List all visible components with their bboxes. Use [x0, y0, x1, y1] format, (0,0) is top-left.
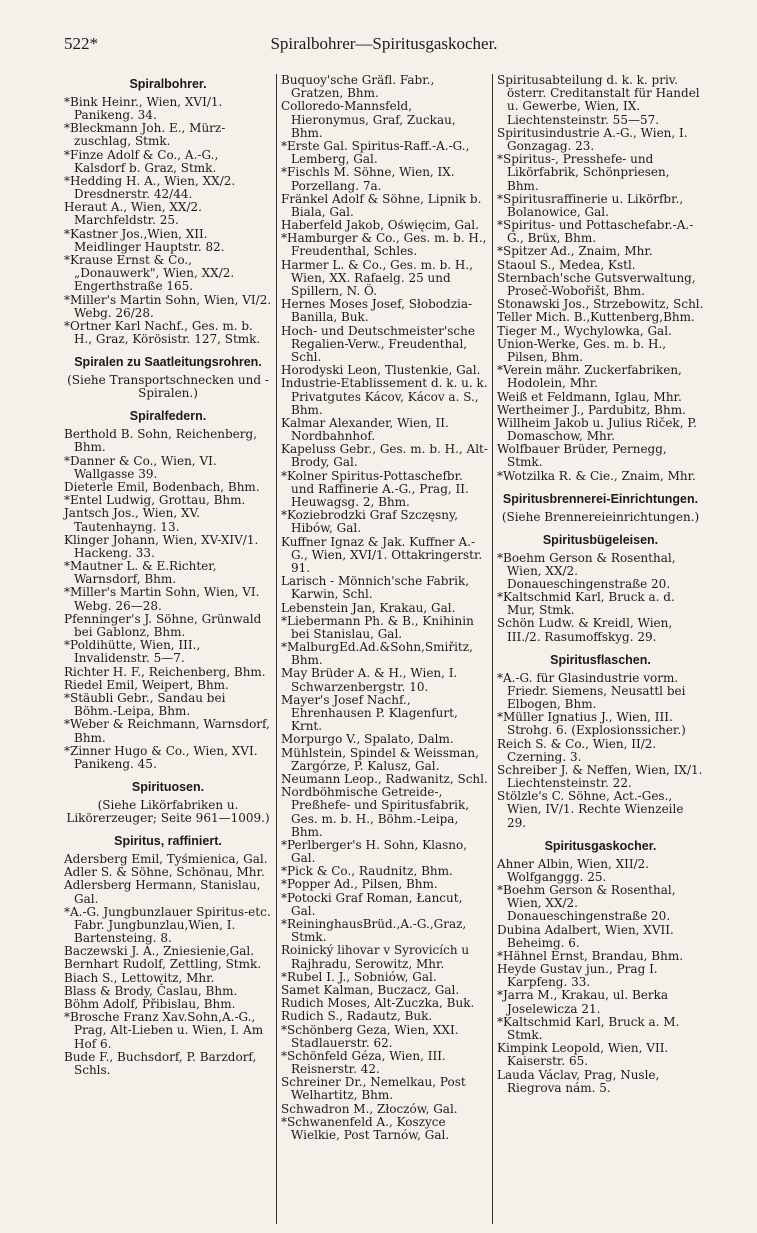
directory-entry: Roinický lihovar v Syrovicích u Rajhradu, Serowitz, Mhr. — [281, 943, 470, 971]
directory-entry: Jantsch Jos., Wien, XV. Tautenhayng. 13. — [64, 506, 200, 534]
directory-entry: *A.-G. Jungbunzlauer Spiritus-etc. Fabr. Jungbunzlau,Wien, I. Bartensteing. 8. — [64, 904, 271, 946]
directory-entry: *Entel Ludwig, Grottau, Bhm. — [64, 493, 246, 508]
directory-entry: *Poldihütte, Wien, III., Invalidenstr. 5—7. — [64, 638, 201, 666]
directory-entry: Willheim Jakob u. Julius Riček, P. Domaschow, Mhr. — [497, 415, 697, 444]
directory-entry: Fränkel Adolf & Söhne, Lipnik b. Biala, Gal. — [281, 191, 482, 219]
directory-entry: Adlersberg Hermann, Stanislau, Gal. — [64, 878, 261, 906]
directory-entry: *Zinner Hugo & Co., Wien, XVI. Panikeng. 45. — [64, 743, 258, 771]
directory-entry: Lebenstein Jan, Krakau, Gal. — [281, 600, 456, 615]
section-heading: Spiritusbügeleisen. — [542, 532, 659, 547]
directory-entry: Larisch - Mönnich'sche Fabrik, Karwin, Schl. — [281, 574, 470, 602]
directory-entry: Weiß et Feldmann, Iglau, Mhr. — [497, 389, 682, 404]
section-heading: Spiralen zu Saatleitungsrohren. — [74, 355, 262, 370]
directory-entry: Bernhart Rudolf, Zettling, Stmk. — [64, 957, 262, 972]
directory-entry: *Weber & Reichmann, Warnsdorf, Bhm. — [64, 717, 270, 745]
directory-entry: *Schönberg Geza, Wien, XXI. Stadlauerstr. 62. — [281, 1022, 459, 1050]
directory-entry: Schön Ludw. & Kreidl, Wien, III./2. Rasumoffskyg. 29. — [497, 616, 673, 644]
page-header — [64, 34, 704, 60]
directory-entry: *Danner & Co., Wien, VI. Wallgasse 39. — [64, 453, 217, 481]
directory-entry: *Bink Heinr., Wien, XVI/1. Panikeng. 34. — [64, 94, 223, 122]
cross-reference-note: (Siehe Brennereieinrichtungen.) — [501, 509, 700, 524]
section-heading: Spiritusgaskocher. — [544, 838, 657, 853]
directory-entry: Hernes Moses Josef, Słobodzia-Banilla, Buk. — [281, 297, 473, 325]
directory-entry: Horodyski Leon, Tlustenkie, Gal. — [281, 363, 481, 378]
directory-entry: Lauda Václav, Prag, Nusle, Riegrova nám. 5. — [497, 1067, 660, 1095]
directory-entry: Colloredo-Mannsfeld, Hieronymus, Graf, Zuckau, Bhm. — [281, 99, 456, 140]
directory-entry: Dubina Adalbert, Wien, XVII. Beheimg. 6. — [497, 922, 674, 950]
directory-entry: Richter H. F., Reichenberg, Bhm. — [64, 664, 266, 679]
directory-entry: Stölzle's C. Söhne, Act.-Ges., Wien, IV/1. Rechte Wienzeile 29. — [497, 789, 684, 830]
page-number: 522* — [64, 34, 98, 53]
directory-entry: Kalmar Alexander, Wien, II. Nordbahnhof. — [281, 415, 449, 444]
section-heading: Spiritusbrennerei-Einrichtungen. — [502, 491, 699, 506]
section-heading: Spiritusflaschen. — [550, 652, 651, 667]
directory-entry: *MalburgEd.Ad.&Sohn,Smiřitz, Bhm. — [281, 640, 473, 668]
directory-entry: Harmer L. & Co., Ges. m. b. H., Wien, XX. Rafaelg. 25 und Spillern, N. Ö. — [281, 257, 474, 298]
directory-entry: *Miller's Martin Sohn, Wien, VI. Webg. 26—28. — [64, 585, 260, 613]
section-heading: Spiralbohrer. — [129, 77, 207, 91]
directory-entry: Hoch- und Deutschmeister'sche Regalien-Verw., Freudenthal, Schl. — [281, 323, 475, 364]
directory-entry: *Verein mähr. Zuckerfabriken, Hodolein, Mhr. — [497, 363, 682, 391]
directory-entry: Klinger Johann, Wien, XV-XIV/1. Hackeng. 33. — [64, 532, 259, 560]
directory-entry: Buquoy'sche Gräfl. Fabr., Gratzen, Bhm. — [281, 74, 435, 101]
directory-entry: *Krause Ernst & Co., „Donauwerk", Wien, XX/2. Engerthstraße 165. — [64, 253, 235, 294]
directory-entry: Rudich S., Radautz, Buk. — [281, 1009, 433, 1024]
directory-entry: Mühlstein, Spindel & Weissman, Zargórze, P. Kalusz, Gal. — [281, 745, 479, 773]
column-1 — [60, 74, 276, 1224]
directory-entry: Böhm Adolf, Přibislau, Bhm. — [64, 997, 236, 1011]
directory-entry: *Rubel I. J., Sobniów, Gal. — [281, 969, 437, 984]
directory-entry: Blass & Brody, Časlau, Bhm. — [64, 983, 238, 998]
directory-entry: *Bleckmann Joh. E., Mürz-zuschlag, Stmk. — [64, 121, 226, 149]
columns — [60, 74, 708, 1224]
directory-entry: *Kolner Spiritus-Pottaschefbr. und Raffinerie A.-G., Prag, II. Heuwagsg. 2, Bhm. — [281, 468, 469, 509]
directory-entry: Rudich Moses, Alt-Zuczka, Buk. — [281, 996, 475, 1011]
directory-entry: Riedel Emil, Weipert, Bhm. — [64, 677, 229, 692]
directory-entry: Dieterle Emil, Bodenbach, Bhm. — [64, 479, 260, 494]
directory-entry: Kapeluss Gebr., Ges. m. b. H., Alt-Brody, Gal. — [281, 442, 488, 470]
directory-entry: *Kaltschmid Karl, Bruck a. d. Mur, Stmk. — [497, 590, 675, 618]
directory-entry: Stonawski Jos., Strzebowitz, Schl. — [497, 297, 704, 312]
directory-entry: *Spiritusraffinerie u. Likörfbr., Bolanowice, Gal. — [497, 191, 684, 219]
directory-entry: Neumann Leop., Radwanitz, Schl. — [281, 771, 488, 786]
cross-reference-note: (Siehe Transportschnecken und -Spiralen.) — [67, 373, 269, 401]
directory-entry: Wolfbauer Brüder, Pernegg, Stmk. — [497, 442, 667, 470]
directory-entry: Staoul S., Medea, Kstl. — [497, 257, 636, 272]
directory-entry: *Boehm Gerson & Rosenthal, Wien, XX/2. Donaueschingenstraße 20. — [497, 882, 676, 924]
directory-entry: *Kastner Jos.,Wien, XII. Meidlinger Hauptstr. 82. — [64, 226, 225, 254]
section-heading: Spiralfedern. — [129, 409, 207, 424]
directory-entry: Nordböhmische Getreide-, Preßhefe- und Spiritusfabrik, Ges. m. b. H., Böhm.-Leipa, Bhm. — [281, 785, 470, 839]
directory-entry: *Erste Gal. Spiritus-Raff.-A.-G., Lemberg, Gal. — [281, 138, 470, 167]
directory-entry: *Koziebrodzki Graf Szczęsny, Hibów, Gal. — [281, 508, 459, 536]
directory-entry: *Popper Ad., Pilsen, Bhm. — [281, 877, 438, 892]
directory-entry: *Wotzilka R. & Cie., Znaim, Mhr. — [497, 468, 696, 483]
directory-entry: *Schönfeld Géza, Wien, III. Reisnerstr. 42. — [281, 1048, 446, 1077]
directory-entry: *Müller Ignatius J., Wien, III. Strohg. 6. (Explosionssicher.) — [497, 710, 686, 738]
directory-entry: *Schwanenfeld A., Koszyce Wielkie, Post Tarnów, Gal. — [281, 1114, 450, 1142]
directory-entry: *Brosche Franz Xav.Sohn,A.-G., Prag, Alt-Lieben u. Wien, I. Am Hof 6. — [64, 1010, 264, 1051]
directory-entry: Sternbach'sche Gutsverwaltung, Proseč-Wobořišt, Bhm. — [497, 270, 696, 298]
directory-entry: *Spiritus- und Pottaschefabr.-A.-G., Brüx, Bhm. — [497, 218, 694, 246]
directory-entry: Adler S. & Söhne, Schönau, Mhr. — [64, 865, 265, 880]
directory-entry: Biach S., Lettowitz, Mhr. — [64, 970, 215, 985]
page-title: Spiralbohrer—Spiritusgaskocher. — [270, 34, 498, 53]
directory-entry: May Brüder A. & H., Wien, I. Schwarzenbergstr. 10. — [281, 666, 458, 694]
directory-entry: Samet Kalman, Buczacz, Gal. — [281, 982, 460, 997]
directory-entry: Adersberg Emil, Tyśmienica, Gal. — [64, 851, 268, 866]
directory-entry: *Perlberger's H. Sohn, Klasno, Gal. — [281, 837, 468, 866]
directory-entry: Tieger M., Wychylowka, Gal. — [497, 323, 672, 338]
section-heading: Spirituosen. — [131, 780, 205, 795]
cross-reference-note: (Siehe Likörfabriken u. Likörerzeuger; Seite 961—1009.) — [66, 797, 270, 825]
directory-entry: *Ortner Karl Nachf., Ges. m. b. H., Graz, Körösistr. 127, Stmk. — [64, 318, 261, 347]
directory-entry: Haberfeld Jakob, Oświęcim, Gal. — [281, 218, 479, 233]
directory-entry: Bude F., Buchsdorf, P. Barzdorf, Schls. — [64, 1049, 257, 1077]
directory-entry: *Liebermann Ph. & B., Knihinin bei Stanislau, Gal. — [281, 613, 474, 641]
directory-entry: *Kaltschmid Karl, Bruck a. M. Stmk. — [497, 1014, 680, 1042]
directory-entry: Kuffner Ignaz & Jak. Kuffner A.-G., Wien, XVI/1. Ottakringerstr. 91. — [281, 534, 483, 575]
directory-entry: Baczewski J. A., Zniesienie,Gal. — [64, 944, 255, 959]
directory-entry: *Fischls M. Söhne, Wien, IX. Porzellang. 7a. — [281, 165, 455, 193]
directory-entry: *Hamburger & Co., Ges. m. b. H., Freudenthal, Schles. — [281, 231, 487, 259]
directory-entry: Pfenninger's J. Söhne, Grünwald bei Gablonz, Bhm. — [64, 611, 262, 639]
directory-entry: *Stäubli Gebr., Sandau bei Böhm.-Leipa, Bhm. — [64, 690, 226, 719]
directory-entry: Spiritusindustrie A.-G., Wien, I. Gonzagag. 23. — [497, 125, 688, 153]
directory-entry: *Miller's Martin Sohn, Wien, VI/2. Webg. 26/28. — [64, 292, 272, 320]
directory-entry: Ahner Albin, Wien, XII/2. Wolfganggg. 25. — [497, 856, 650, 884]
directory-entry: *Finze Adolf & Co., A.-G., Kalsdorf b. Graz, Stmk. — [64, 147, 219, 175]
directory-entry: Schreiber J. & Neffen, Wien, IX/1. Liechtensteinstr. 22. — [497, 762, 703, 791]
directory-entry: *Hähnel Ernst, Brandau, Bhm. — [497, 948, 684, 963]
directory-entry: *Jarra M., Krakau, ul. Berka Joselewicza 21. — [497, 988, 669, 1016]
directory-entry: Spiritusabteilung d. k. k. priv. österr. Creditanstalt für Handel u. Gewerbe, Wien, IX. Liechtensteinstr. 55—57. — [497, 74, 700, 127]
column-2 — [276, 74, 492, 1224]
directory-entry: Kimpink Leopold, Wien, VII. Kaiserstr. 65. — [497, 1041, 669, 1069]
directory-entry: *Spiritus-, Presshefe- und Likörfabrik, Schönpriesen, Bhm. — [497, 152, 670, 193]
directory-entry: *Hedding H. A., Wien, XX/2. Dresdnerstr. 42/44. — [64, 173, 236, 202]
directory-entry: Wertheimer J., Pardubitz, Bhm. — [497, 402, 686, 417]
directory-entry: Industrie-Etablissement d. k. u. k. Privatgutes Kácov, Kácov a. S., Bhm. — [281, 376, 488, 417]
directory-entry: *A.-G. für Glasindustrie vorm. Friedr. Siemens, Neusattl bei Elbogen, Bhm. — [497, 670, 686, 711]
directory-entry: Schwadron M., Złoczów, Gal. — [281, 1101, 458, 1116]
directory-entry: *Spitzer Ad., Znaim, Mhr. — [497, 244, 653, 259]
directory-entry: *Boehm Gerson & Rosenthal, Wien, XX/2. Donaueschingenstraße 20. — [497, 550, 676, 591]
directory-entry: *Mautner L. & E.Richter, Warnsdorf, Bhm. — [64, 559, 217, 587]
directory-entry: *Pick & Co., Raudnitz, Bhm. — [281, 864, 453, 879]
directory-entry: Heraut A., Wien, XX/2. Marchfeldstr. 25. — [64, 200, 202, 228]
directory-entry: Reich S. & Co., Wien, II/2. Czerning. 3. — [497, 736, 657, 764]
section-heading: Spiritus, raffiniert. — [114, 834, 222, 849]
column-3 — [492, 74, 708, 1224]
directory-entry: Berthold B. Sohn, Reichenberg, Bhm. — [64, 427, 258, 455]
directory-entry: Mayer's Josef Nachf., Ehrenhausen P. Klagenfurt, Krnt. — [281, 692, 458, 734]
directory-entry: Morpurgo V., Spalato, Dalm. — [281, 732, 454, 747]
directory-entry: Teller Mich. B.,Kuttenberg,Bhm. — [497, 310, 695, 325]
directory-entry: Union-Werke, Ges. m. b. H., Pilsen, Bhm. — [497, 336, 667, 364]
directory-entry: *ReininghausBrüd.,A.-G.,Graz, Stmk. — [281, 917, 467, 945]
directory-entry: Schreiner Dr., Nemelkau, Post Welhartitz, Bhm. — [281, 1075, 466, 1103]
directory-entry: *Potocki Graf Roman, Łancut, Gal. — [281, 890, 463, 918]
directory-entry: Heyde Gustav jun., Prag I. Karpfeng. 33. — [497, 962, 658, 990]
